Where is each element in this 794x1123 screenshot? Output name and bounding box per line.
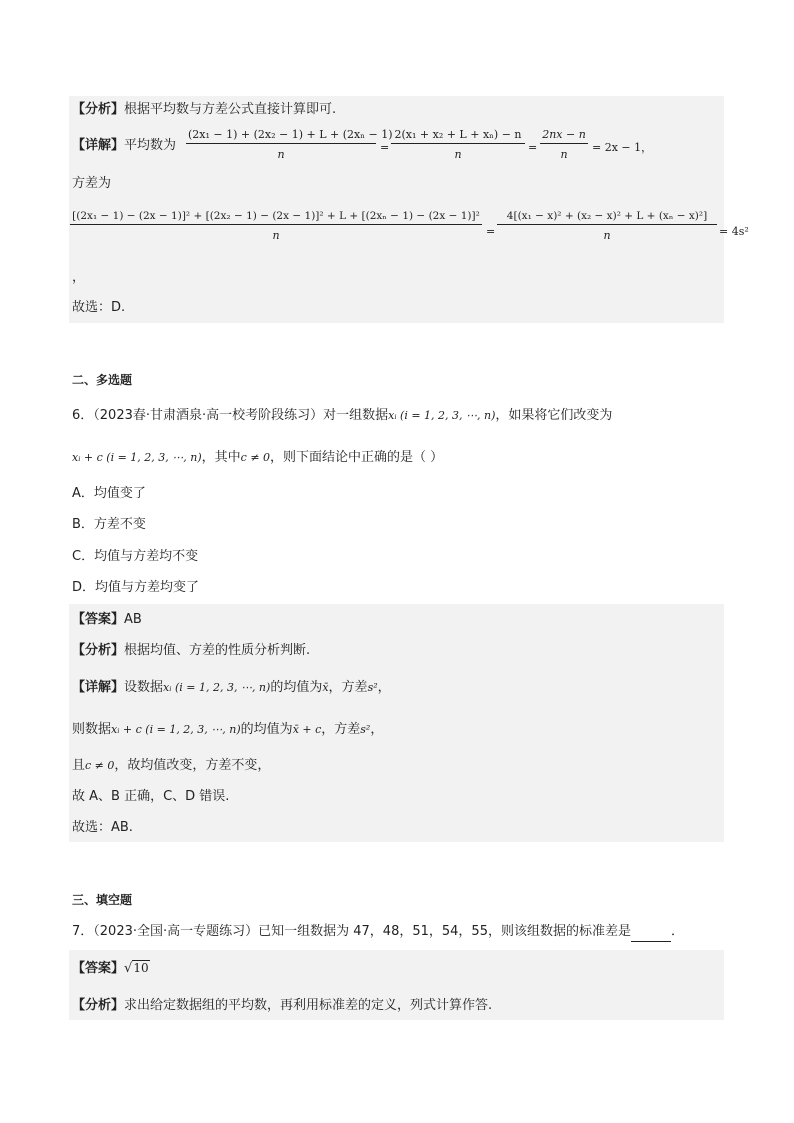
option-c: C．均值与方差均不变 [72,549,199,564]
q6-stem-line1: 6．（2023春·甘肃酒泉·高一校考阶段练习）对一组数据xᵢ (i = 1, 2, 3, ⋯, n)，如果将它们改变为 [72,408,613,423]
answer-blank [631,927,671,942]
q7-answer [72,958,150,979]
variance-result: = 4s² [719,225,749,238]
q6-detail-4: 故 A、B 正确，C、D 错误. [72,789,230,804]
mean-fraction-1: (2x₁ − 1) + (2x₂ − 1) + L + (2xₙ − 1) n [188,128,393,161]
square-root: √10 [124,961,149,976]
equals-sign: = [380,141,390,154]
q7-stem: 7．（2023·全国·高一专题练习）已知一组数据为 47，48，51，54，55，则该组数据的标准差是 ． [72,922,684,942]
q6-analysis: 【分析】根据均值、方差的性质分析判断. [72,643,311,658]
equals-sign: = [528,141,538,154]
variance-fraction-1: [(2x₁ − 1) − (2x − 1)]² + [(2x₂ − 1) − (2x − 1)]² + L + [(2xₙ − 1) − (2x − 1)]² n [70,210,482,242]
section-title: 三、填空题 [72,893,133,907]
analysis-tag: 【分析】 [72,102,125,117]
q6-detail-2: 则数据xᵢ + c (i = 1, 2, 3, ⋯, n)的均值为x̄ + c，方差s²， [72,722,384,737]
mean-result: = 2x − 1， [592,141,653,154]
q6-detail-3: 且c ≠ 0，故均值改变，方差不变， [72,758,271,773]
equals-sign: = [486,225,496,238]
detail-tag: 【详解】 [72,680,125,695]
q5-detail-mean: 【详解】平均数为 [72,138,177,153]
option-d: D．均值与方差均变了 [72,580,200,595]
mean-fraction-2: 2(x₁ + x₂ + L + xₙ) − n n [391,128,525,161]
comma: ， [72,270,86,285]
mean-fraction-3: 2nx − n n [540,128,588,161]
q5-choice: 故选：D. [72,300,126,315]
q6-stem-line2: xᵢ + c (i = 1, 2, 3, ⋯, n)，其中c ≠ 0，则下面结论中正确的是（ ） [72,450,444,465]
detail-tag: 【详解】 [72,138,125,153]
option-b: B．方差不变 [72,517,146,532]
answer-tag: 【答案】 [72,961,125,976]
variance-label: 方差为 [72,176,112,191]
variance-fraction-2: 4[(x₁ − x)² + (x₂ − x)² + L + (xₙ − x)²] n [497,210,717,242]
q6-choice: 故选：AB. [72,820,133,835]
option-a: A．均值变了 [72,486,146,501]
q5-analysis: 【分析】根据平均数与方差公式直接计算即可. [72,102,337,117]
answer-tag: 【答案】 [72,612,125,627]
q7-analysis: 【分析】求出给定数据组的平均数，再利用标准差的定义，列式计算作答. [72,998,493,1013]
analysis-tag: 【分析】 [72,998,125,1013]
q6-detail-1: 【详解】设数据xᵢ (i = 1, 2, 3, ⋯, n)的均值为x̄，方差s²， [72,680,391,695]
section-title: 二、多选题 [72,373,133,387]
analysis-tag: 【分析】 [72,643,125,658]
q6-answer: 【答案】AB [72,612,142,627]
